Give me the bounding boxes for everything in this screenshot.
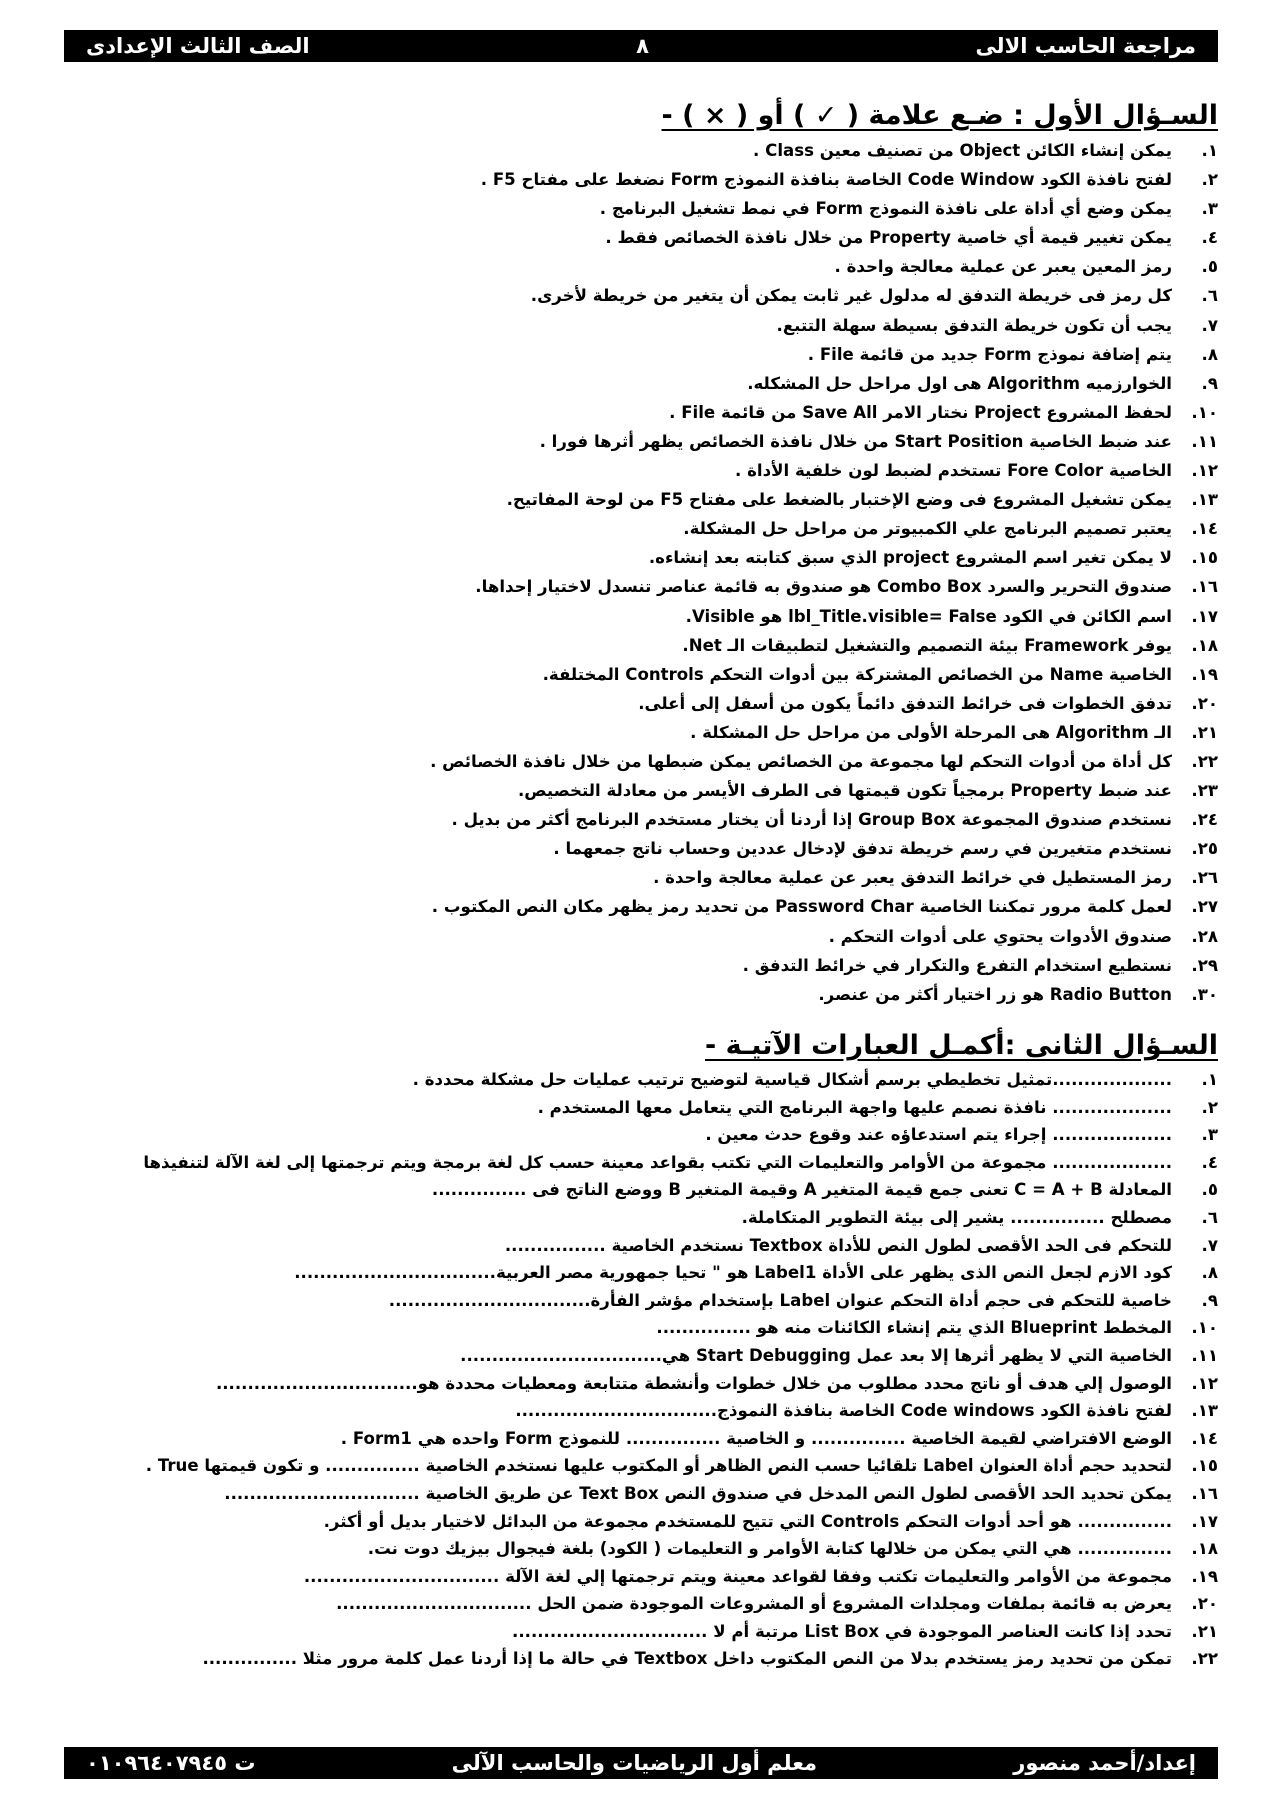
item-text: يعتبر تصميم البرنامج علي الكمبيوتر من مراحل حل المشكلة. — [683, 519, 1172, 539]
item-number: ١٨. — [1191, 635, 1218, 655]
item-number: ٢٤. — [1191, 810, 1218, 830]
item-text: يوفر Framework بيئة التصميم والتشغيل لتطبيقات الـ Net. — [682, 635, 1172, 655]
list-item — [100, 922, 1218, 951]
item-text: يمكن تشغيل المشروع فى وضع الإختبار بالضغط على مفتاح F5 من لوحة المفاتيح. — [506, 490, 1172, 510]
item-number: ٢١. — [1191, 722, 1218, 742]
item-number: ٧. — [1201, 1235, 1218, 1255]
item-text: Radio Button هو زر اختيار أكثر من عنصر. — [818, 984, 1172, 1004]
item-text: الخاصية Name من الخصائص المشتركة بين أدوات التحكم Controls المختلفة. — [542, 664, 1172, 684]
item-text: تدفق الخطوات فى خرائط التدفق دائماً يكون من أسفل إلى أعلى. — [638, 693, 1172, 713]
list-item — [100, 892, 1218, 921]
list-item — [100, 1094, 1218, 1122]
list-item — [100, 1425, 1218, 1453]
list-item — [100, 1397, 1218, 1425]
item-number: ٢٠. — [1191, 1594, 1218, 1614]
item-text: نستخدم متغيرين في رسم خريطة تدفق لإدخال عددين وحساب ناتج جمعهما . — [553, 839, 1172, 859]
list-item — [100, 1314, 1218, 1342]
question-one-title: السـؤال الأول : ضـع علامة ( ✓ ) أو ( × ) - — [661, 100, 1218, 131]
item-number: ٤. — [1201, 1152, 1218, 1172]
list-item — [100, 340, 1218, 369]
list-item — [100, 1452, 1218, 1480]
item-number: ١٥. — [1191, 1456, 1218, 1476]
item-text: رمز المعين يعبر عن عملية معالجة واحدة . — [834, 257, 1172, 277]
item-text: خاصية للتحكم فى حجم أداة التحكم عنوان Label بإستخدام مؤشر الفأرة................................ — [388, 1290, 1172, 1310]
item-number: ١٦. — [1191, 577, 1218, 597]
item-text: الوضع الافتراضي لقيمة الخاصية ............... و الخاصية ............... للنموذج Form واحده هي Form1 . — [340, 1428, 1172, 1448]
item-text: لا يمكن تغير اسم المشروع project الذي سبق كتابته بعد إنشاءه. — [648, 548, 1172, 568]
item-text: يجب أن تكون خريطة التدفق بسيطة سهلة التتبع. — [776, 315, 1172, 335]
item-number: ١٩. — [1191, 664, 1218, 684]
list-item — [100, 543, 1218, 572]
item-number: ٦. — [1201, 1207, 1218, 1227]
list-item — [100, 631, 1218, 660]
item-number: ١٩. — [1191, 1566, 1218, 1586]
item-text: للتحكم فى الحد الأقصى لطول النص للأداة Textbox نستخدم الخاصية ................ — [504, 1235, 1172, 1255]
item-text: مصطلح ............... يشير إلى بيئة التطوير المتكاملة. — [741, 1207, 1172, 1227]
item-text: مجموعة من الأوامر والتعليمات تكتب وفقا لقواعد معينة ويتم ترجمتها إلي لغة الآلة ............................... — [303, 1566, 1172, 1586]
item-number: ١٠. — [1191, 402, 1218, 422]
item-text: عند ضبط Property برمجياً تكون قيمتها فى الطرف الأيسر من معادلة التخصيص. — [517, 781, 1172, 801]
grade-label: الصف الثالث الإعدادى — [86, 34, 310, 58]
item-number: ٢. — [1201, 170, 1218, 190]
item-number: ١٤. — [1191, 519, 1218, 539]
item-text: ............... هو أحد أدوات التحكم Controls التي تتيح للمستخدم مجموعة من البدائل لاختيار بديل أو أكثر. — [323, 1511, 1172, 1531]
list-item — [100, 863, 1218, 892]
question-one-list — [100, 136, 1218, 1009]
item-number: ١٢. — [1191, 1373, 1218, 1393]
item-text: يمكن إنشاء الكائن Object من تصنيف معين Class . — [753, 141, 1172, 160]
item-number: ١٥. — [1191, 548, 1218, 568]
list-item — [100, 776, 1218, 805]
list-item — [100, 1563, 1218, 1591]
item-text: يمكن وضع أي أداة على نافذة النموذج Form في نمط تشغيل البرنامج . — [599, 199, 1172, 219]
list-item — [100, 1121, 1218, 1149]
item-text: المخطط Blueprint الذي يتم إنشاء الكائنات منه هو ............... — [656, 1318, 1172, 1338]
item-text: الوصول إلي هدف أو ناتج محدد مطلوب من خلال خطوات وأنشطة متتابعة ومعطيات محددة هو................................ — [215, 1373, 1172, 1393]
list-item — [100, 805, 1218, 834]
item-number: ٩. — [1201, 373, 1218, 393]
item-number: ٤. — [1201, 228, 1218, 248]
item-number: ٢١. — [1191, 1621, 1218, 1641]
item-text: يمكن تحديد الحد الأقصى لطول النص المدخل في صندوق النص Text Box عن طريق الخاصية ............................... — [224, 1483, 1172, 1503]
item-text: تحدد إذا كانت العناصر الموجودة في List Box مرتبة أم لا ............................... — [512, 1621, 1172, 1641]
item-number: ٣. — [1201, 1125, 1218, 1145]
item-number: ٢٩. — [1191, 955, 1218, 975]
list-item — [100, 194, 1218, 223]
author-name: إعداد/أحمد منصور — [1013, 1751, 1196, 1775]
item-number: ٢٣. — [1191, 781, 1218, 801]
list-item — [100, 1232, 1218, 1260]
item-text: صندوق التحرير والسرد Combo Box هو صندوق به قائمة عناصر تنسدل لاختيار إحداها. — [475, 577, 1172, 597]
item-text: لفتح نافذة الكود Code Window الخاصة بنافذة النموذج Form نضغط على مفتاح F5 . — [480, 170, 1172, 190]
list-item — [100, 834, 1218, 863]
list-item — [100, 1176, 1218, 1204]
item-number: ٣٠. — [1191, 984, 1218, 1004]
item-text: ............... هي التي يمكن من خلالها كتابة الأوامر و التعليمات ( الكود) بلغة فيجوال بيزيك دوت نت. — [367, 1539, 1172, 1559]
item-text: صندوق الأدوات يحتوي على أدوات التحكم . — [828, 926, 1172, 946]
item-text: الخاصية التي لا يظهر أثرها إلا بعد عمل Start Debugging هي................................ — [460, 1345, 1172, 1365]
list-item — [100, 252, 1218, 281]
list-item — [100, 1066, 1218, 1094]
list-item — [100, 602, 1218, 631]
item-text: لعمل كلمة مرور تمكننا الخاصية Password Char من تحديد رمز يظهر مكان النص المكتوب . — [431, 897, 1172, 917]
item-number: ٨. — [1201, 344, 1218, 364]
list-item — [100, 281, 1218, 310]
item-text: ................... إجراء يتم استدعاؤه عند وقوع حدث معين . — [705, 1125, 1172, 1145]
list-item — [100, 1480, 1218, 1508]
item-text: لتحديد حجم أداة العنوان Label تلقائيا حسب النص الظاهر أو المكتوب عليها نستخدم الخاصية ............... و تكون قيمتها True . — [145, 1456, 1172, 1476]
list-item — [100, 1342, 1218, 1370]
list-item — [100, 951, 1218, 980]
footer-bar — [64, 1747, 1218, 1779]
item-number: ١٦. — [1191, 1483, 1218, 1503]
item-text: ................... نافذة نصمم عليها واجهة البرنامج التي يتعامل معها المستخدم . — [537, 1097, 1172, 1117]
item-number: ٢٠. — [1191, 693, 1218, 713]
item-number: ٢٨. — [1191, 926, 1218, 946]
list-item — [100, 1370, 1218, 1398]
item-text: يعرض به قائمة بملفات ومجلدات المشروع أو المشروعات الموجودة ضمن الحل ............................... — [336, 1594, 1172, 1614]
item-number: ٨. — [1201, 1263, 1218, 1283]
item-text: تمكن من تحديد رمز يستخدم بدلا من النص المكتوب داخل Textbox في حالة ما إذا أردنا عمل كلمة مرور مثلا ............... — [202, 1649, 1172, 1669]
item-text: الخوارزميه Algorithm هى اول مراحل حل المشكله. — [747, 373, 1172, 393]
item-text: نستطيع استخدام التفرع والتكرار في خرائط التدفق . — [742, 955, 1172, 975]
item-text: كل أداة من أدوات التحكم لها مجموعة من الخصائص يمكن ضبطها من خلال نافذة الخصائص . — [430, 751, 1172, 771]
item-number: ٢٥. — [1191, 839, 1218, 859]
list-item — [100, 456, 1218, 485]
list-item — [100, 311, 1218, 340]
list-item — [100, 689, 1218, 718]
item-number: ٢٧. — [1191, 897, 1218, 917]
item-text: اسم الكائن في الكود lbl_Title.visible= False هو Visible. — [685, 606, 1172, 626]
list-item — [100, 223, 1218, 252]
item-number: ١٨. — [1191, 1539, 1218, 1559]
item-text: ................... مجموعة من الأوامر والتعليمات التي تكتب بقواعد معينة حسب كل لغة برمجة ويتم ترجمتها إلى لغة الآلة لتنفيذها — [143, 1152, 1172, 1172]
list-item — [100, 660, 1218, 689]
page-number: ٨ — [636, 34, 649, 58]
item-text: كود الازم لجعل النص الذى يظهر على الأداة Label1 هو " تحيا جمهورية مصر العربية................................ — [294, 1263, 1172, 1283]
list-item — [100, 427, 1218, 456]
list-item — [100, 1590, 1218, 1618]
item-text: نستخدم صندوق المجموعة Group Box إذا أردنا أن يختار مستخدم البرنامج أكثر من بديل . — [451, 810, 1172, 830]
item-text: يمكن تغيير قيمة أي خاصية Property من خلال نافذة الخصائص فقط . — [605, 228, 1172, 248]
question-two-section — [100, 1026, 1218, 1673]
item-number: ٢٢. — [1191, 1649, 1218, 1669]
list-item — [100, 1149, 1218, 1177]
header-title: مراجعة الحاسب الالى — [975, 34, 1196, 58]
list-item — [100, 1618, 1218, 1646]
item-number: ٣. — [1201, 199, 1218, 219]
item-number: ١٧. — [1191, 606, 1218, 626]
list-item — [100, 136, 1218, 165]
list-item — [100, 1259, 1218, 1287]
item-text: الخاصية Fore Color تستخدم لضبط لون خلفية الأداة . — [735, 461, 1172, 481]
list-item — [100, 485, 1218, 514]
list-item — [100, 718, 1218, 747]
list-item — [100, 1287, 1218, 1315]
question-two-list — [100, 1066, 1218, 1673]
list-item — [100, 747, 1218, 776]
item-number: ١٣. — [1191, 1401, 1218, 1421]
item-number: ١. — [1201, 141, 1218, 160]
list-item — [100, 165, 1218, 194]
list-item — [100, 1508, 1218, 1536]
item-number: ٥. — [1201, 257, 1218, 277]
list-item — [100, 1645, 1218, 1673]
item-number: ١٠. — [1191, 1318, 1218, 1338]
question-one-section — [100, 96, 1218, 1009]
list-item — [100, 514, 1218, 543]
question-two-title: السـؤال الثانى :أكمـل العبارات الآتيـة - — [705, 1030, 1218, 1061]
list-item — [100, 1535, 1218, 1563]
item-number: ٩. — [1201, 1290, 1218, 1310]
list-item — [100, 398, 1218, 427]
list-item — [100, 980, 1218, 1009]
item-number: ٢٢. — [1191, 751, 1218, 771]
item-number: ٥. — [1201, 1180, 1218, 1200]
phone-number: ت ٠١٠٩٦٤٠٧٩٤٥ — [86, 1751, 256, 1775]
item-text: عند ضبط الخاصية Start Position من خلال نافذة الخصائص يظهر أثرها فورا . — [539, 431, 1172, 451]
header-bar — [64, 30, 1218, 62]
item-number: ١. — [1201, 1070, 1218, 1089]
item-number: ١٧. — [1191, 1511, 1218, 1531]
item-text: يتم إضافة نموذج Form جديد من قائمة File . — [807, 344, 1172, 364]
list-item — [100, 572, 1218, 601]
item-text: الـ Algorithm هى المرحلة الأولى من مراحل حل المشكلة . — [690, 722, 1172, 742]
item-text: لفتح نافذة الكود Code windows الخاصة بنافذة النموذج................................ — [515, 1401, 1172, 1421]
item-text: المعادلة C = A + B تعنى جمع قيمة المتغير A وقيمة المتغير B ووضع الناتج فى ............... — [431, 1180, 1172, 1200]
list-item — [100, 369, 1218, 398]
item-number: ٧. — [1201, 315, 1218, 335]
item-text: كل رمز فى خريطة التدفق له مدلول غير ثابت يمكن أن يتغير من خريطة لأخرى. — [530, 286, 1172, 306]
item-number: ١٤. — [1191, 1428, 1218, 1448]
item-number: ٢. — [1201, 1097, 1218, 1117]
item-text: لحفظ المشروع Project نختار الامر Save All من قائمة File . — [669, 402, 1172, 422]
item-number: ١١. — [1191, 1345, 1218, 1365]
item-number: ٦. — [1201, 286, 1218, 306]
teacher-role: معلم أول الرياضيات والحاسب الآلى — [451, 1751, 818, 1775]
item-text: رمز المستطيل في خرائط التدفق يعبر عن عملية معالجة واحدة . — [653, 868, 1172, 888]
item-number: ٢٦. — [1191, 868, 1218, 888]
item-text: ...................تمثيل تخطيطي برسم أشكال قياسية لتوضيح ترتيب عمليات حل مشكلة محددة . — [412, 1070, 1172, 1089]
list-item — [100, 1204, 1218, 1232]
item-number: ١٣. — [1191, 490, 1218, 510]
item-number: ١٢. — [1191, 461, 1218, 481]
item-number: ١١. — [1191, 431, 1218, 451]
